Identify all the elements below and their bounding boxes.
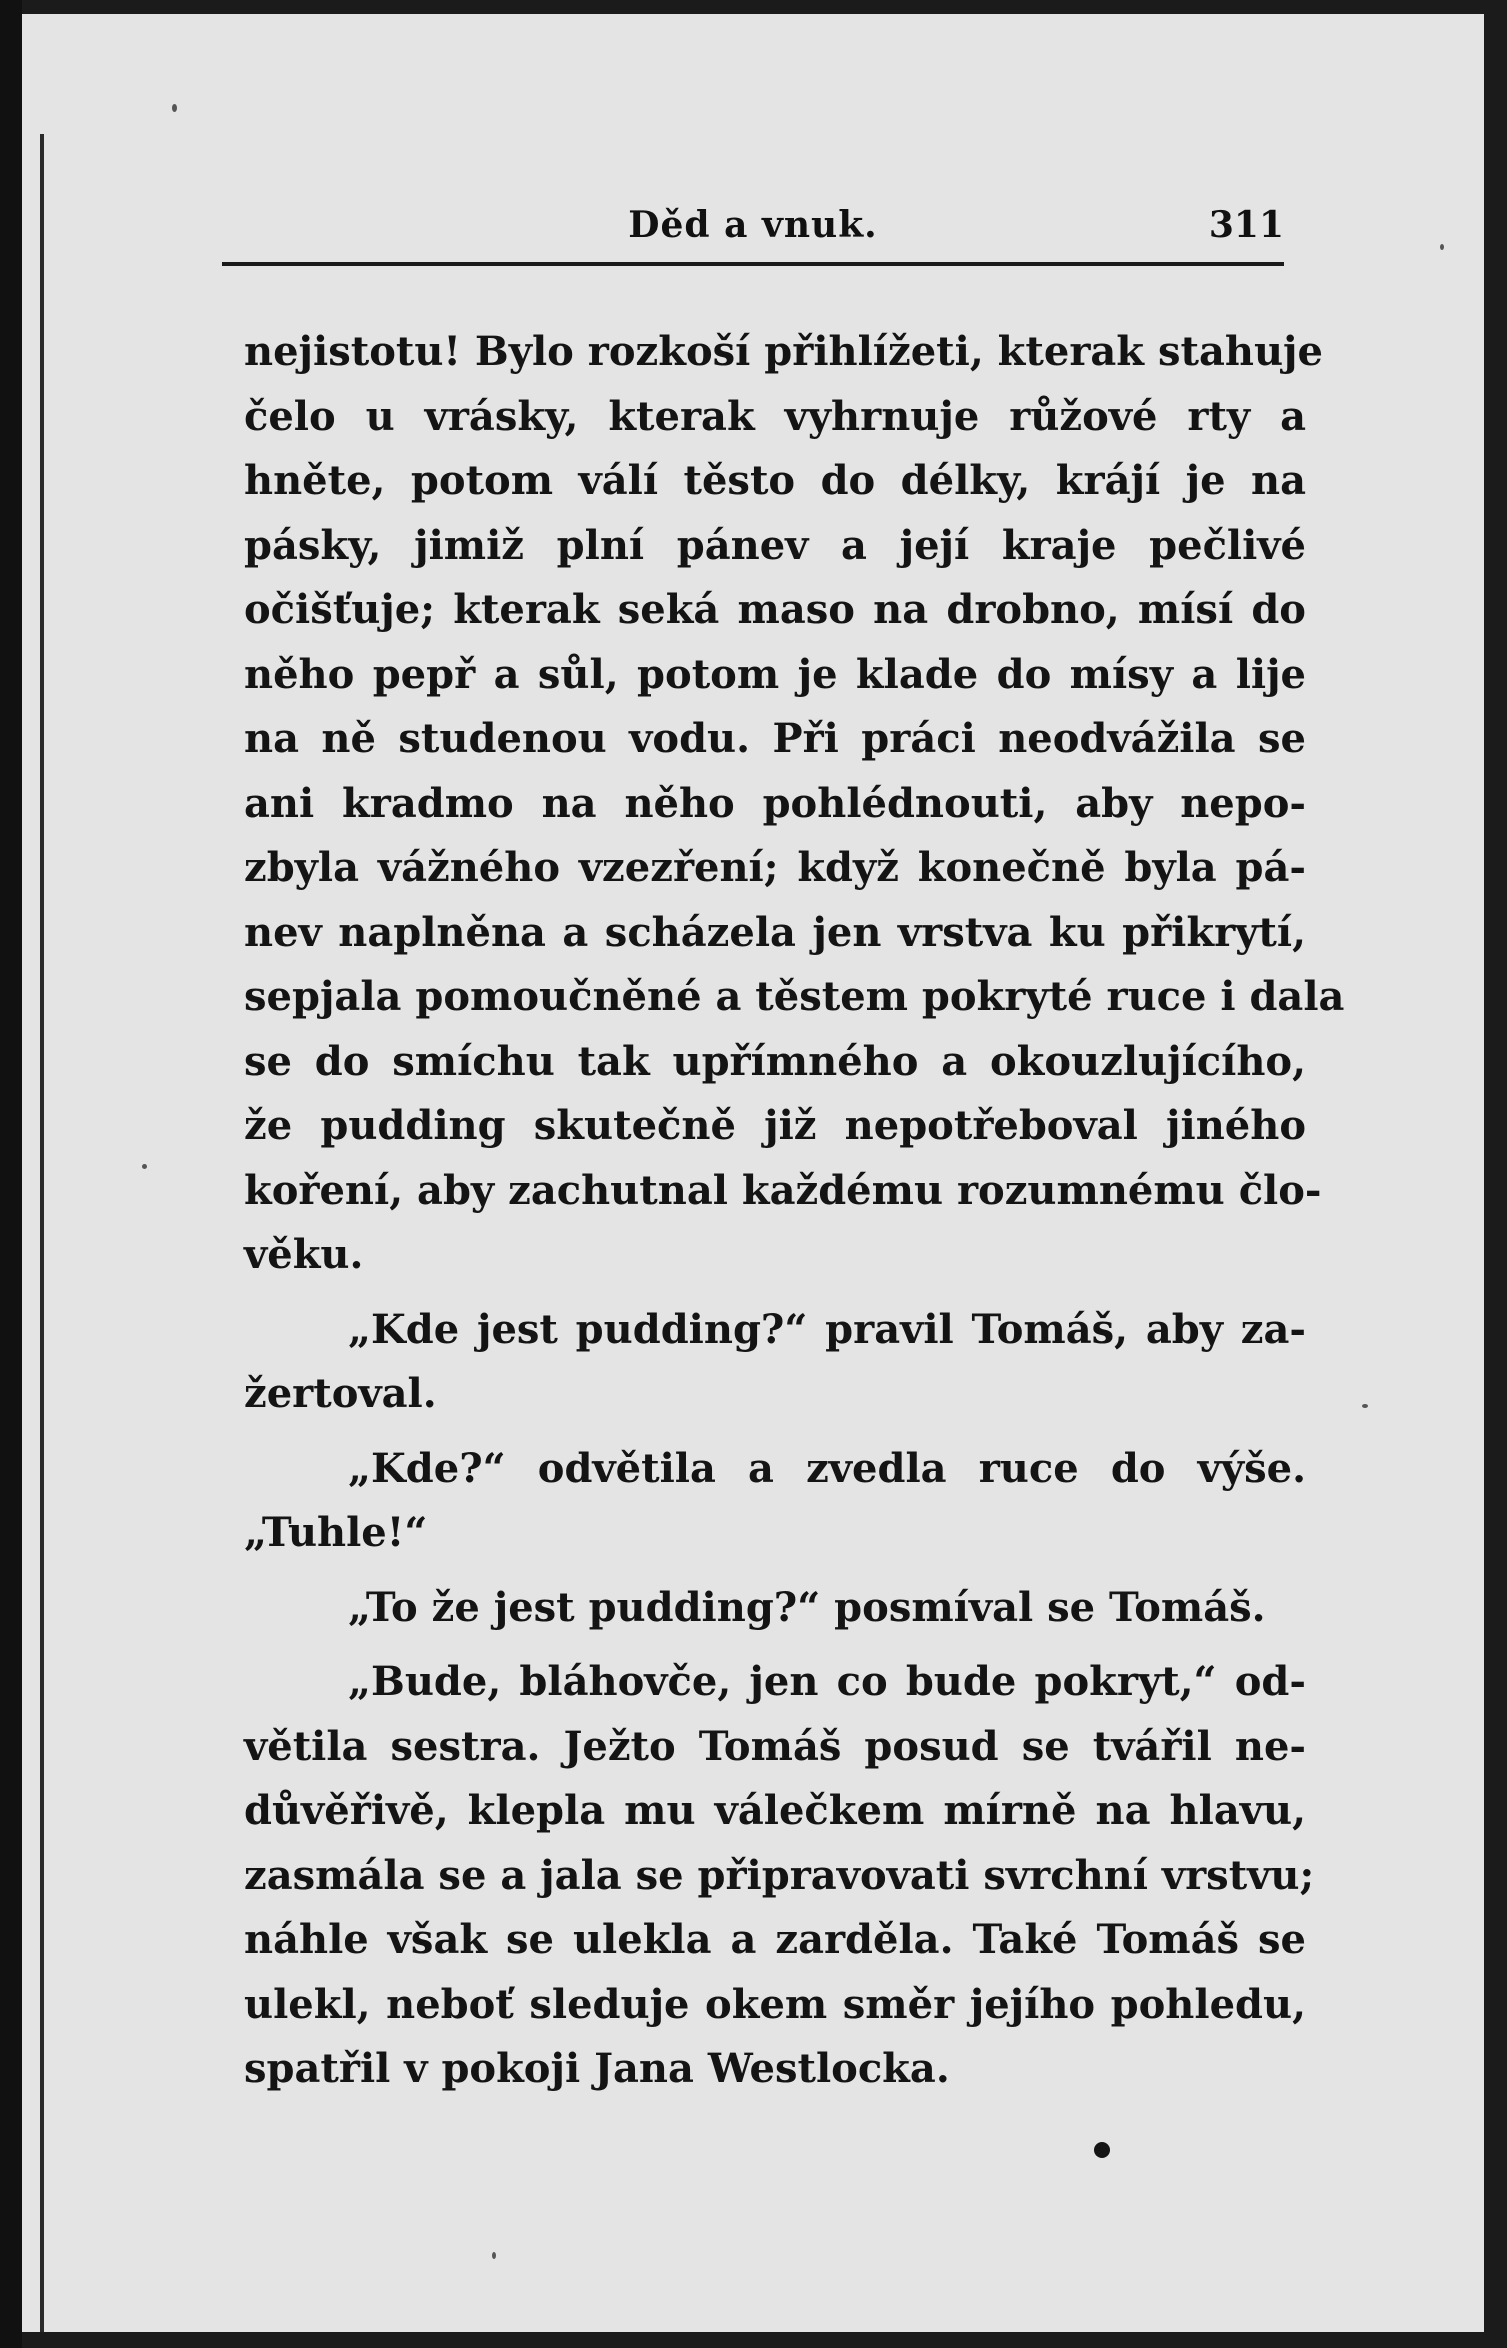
running-title: Děd a vnuk. — [628, 204, 878, 246]
body-text — [244, 320, 1345, 2102]
text-line: „Tuhle!“ — [244, 1509, 428, 1556]
paragraph-gap — [244, 1640, 1306, 1650]
text-line: hněte, potom válí těsto do délky, krájí je na — [244, 457, 1306, 504]
text-line: nev naplněna a scházela jen vrstva ku přikrytí, — [244, 908, 1306, 956]
text-line: čelo u vrásky, kterak vyhrnuje růžové rty a — [244, 392, 1306, 440]
text-line: koření, aby zachutnal každému rozumnému člo- — [244, 1166, 1322, 1214]
text-line: větila sestra. Ježto Tomáš posud se tvářil ne- — [244, 1722, 1306, 1770]
book-binding-edge — [0, 0, 22, 2348]
paragraph-gap — [244, 1288, 1306, 1298]
text-line: ani kradmo na něho pohlédnouti, aby nepo- — [244, 779, 1306, 827]
header-rule — [222, 262, 1284, 266]
paper-speck — [1440, 244, 1444, 250]
text-line: na ně studenou vodu. Při práci neodvážila se — [244, 715, 1306, 762]
text-line: náhle však se ulekla a zarděla. Také Tomáš se — [244, 1916, 1306, 1963]
page-number: 311 — [1208, 204, 1284, 246]
text-line: ulekl, neboť sleduje okem směr jejího pohledu, — [244, 1980, 1306, 2028]
paper-speck — [172, 104, 177, 112]
paper-speck — [142, 1164, 147, 1169]
page-edge-shadow — [40, 134, 44, 2332]
text-line: spatřil v pokoji Jana Westlocka. — [244, 2045, 950, 2092]
text-line: nejistotu! Bylo rozkoší přihlížeti, kterak stahuje — [244, 328, 1323, 375]
text-line: se do smíchu tak upřímného a okouzlujícího, — [244, 1037, 1306, 1085]
paper-speck — [492, 2252, 496, 2259]
text-line: důvěřivě, klepla mu válečkem mírně na hlavu, — [244, 1787, 1306, 1834]
page-header — [222, 182, 1284, 262]
paper-speck — [1362, 1404, 1368, 1408]
text-line: očišťuje; kterak seká maso na drobno, mísí do — [244, 586, 1306, 633]
text-line: zasmála se a jala se připravovati svrchní vrstvu; — [244, 1851, 1315, 1899]
end-ornament — [1094, 2142, 1110, 2158]
text-line: sepjala pomoučněné a těstem pokryté ruce i dala — [244, 973, 1345, 1020]
text-line: že pudding skutečně již nepotřeboval jiného — [244, 1102, 1306, 1149]
text-line: zbyla vážného vzezření; když konečně byla pá- — [244, 844, 1306, 891]
paragraph-gap — [244, 1427, 1306, 1437]
text-line: „To že jest pudding?“ posmíval se Tomáš. — [348, 1583, 1266, 1631]
text-line: „Kde?“ odvětila a zvedla ruce do výše. — [348, 1444, 1306, 1492]
text-line: věku. — [244, 1231, 364, 1278]
book-page — [22, 14, 1484, 2332]
text-line: „Kde jest pudding?“ pravil Tomáš, aby za- — [348, 1305, 1306, 1353]
paragraph-gap — [244, 1566, 1306, 1576]
text-line: něho pepř a sůl, potom je klade do mísy a lije — [244, 650, 1306, 698]
text-line: pásky, jimiž plní pánev a její kraje pečlivé — [244, 521, 1306, 569]
text-line: „Bude, bláhovče, jen co bude pokryt,“ od- — [348, 1658, 1306, 1705]
text-line: žertoval. — [244, 1370, 437, 1417]
